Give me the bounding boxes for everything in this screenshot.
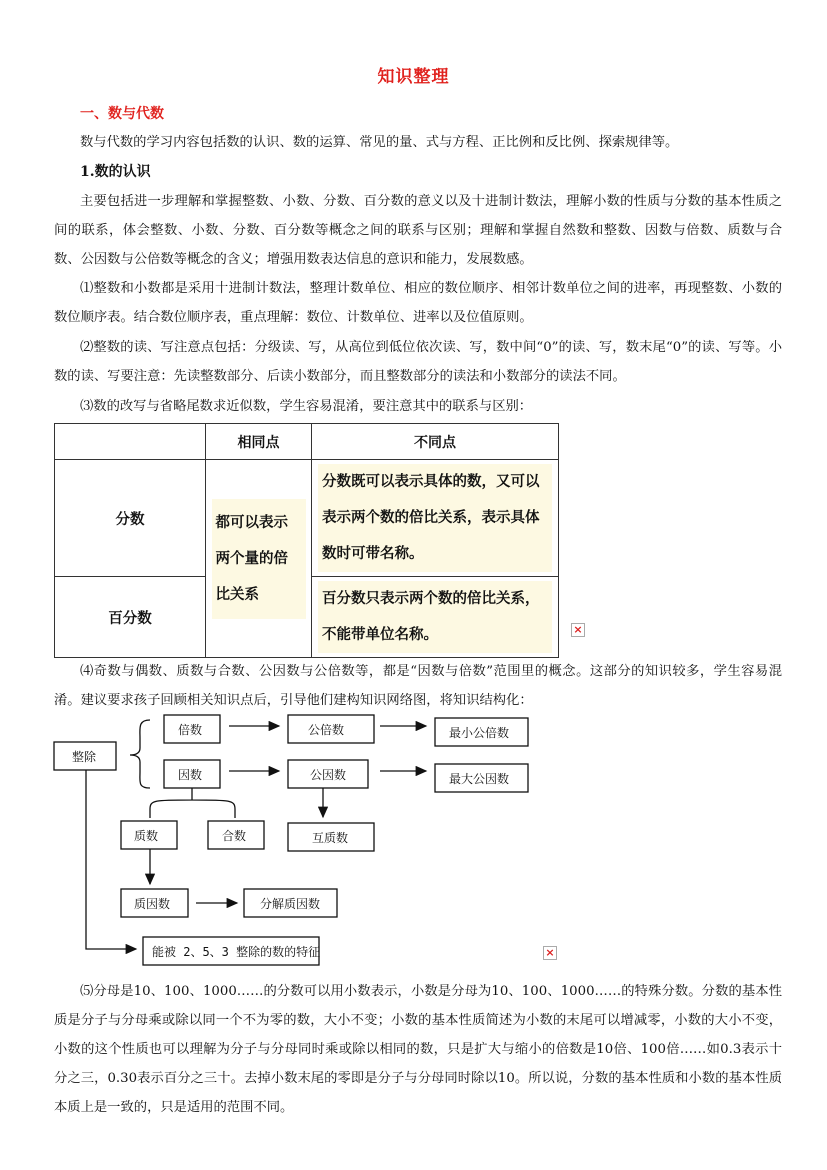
paragraph-number-concept: 主要包括进一步理解和掌握整数、小数、分数、百分数的意义以及十进制计数法，理解小数的性质与分数的基本性质之间的联系，体会整数、小数、分数、百分数等概念之间的联系与区别；理解和掌握自然数和整数、因数与倍数、质数与合数、公因数与公倍数等概念的含义；增强用数表达信息的意识和能力，发展数感。 [54,194,782,267]
node-root: 整除 [72,750,97,764]
table-header-row [55,424,559,460]
node-factor: 因数 [178,768,203,782]
table-row-label-percent: 百分数 [55,577,206,658]
intro-paragraph: 数与代数的学习内容包括数的认识、数的运算、常见的量、式与方程、正比例和反比例、探索规律等。 [80,135,679,150]
subsection-heading-number-concept: 1.数的认识 [80,164,151,180]
paragraph-point-5: ⑸分母是10、100、1000……的分数可以用小数表示，小数是分母为10、100、1000……的特殊分数。分数的基本性质是分子与分母乘或除以同一个不为零的数，大小不变；小数的基本性质简述为小数的末尾可以增减零，小数的大小不变，小数的这个性质也可以理解为分子与分母同时乘或除以相同的数，只是扩大与缩小的倍数是10倍、100倍……如0.3表示十分之三，0.30表示百分之三十。去掉小数末尾的零即是分子与分母同时除以10。所以说，分数的基本性质和小数的基本性质本质上是一致的，只是适用的范围不同。 [54,984,782,1115]
section-heading-number-algebra: 一、数与代数 [80,106,164,122]
node-multiple: 倍数 [178,723,203,737]
node-coprime: 互质数 [312,831,349,845]
table-header-same: 相同点 [206,424,312,460]
table-cell-diff-percent [312,577,559,658]
paragraph-point-1: ⑴整数和小数都是采用十进制计数法，整理计数单位、相应的数位顺序、相邻计数单位之间的进率，再现整数、小数的数位顺序表。结合数位顺序表，重点理解：数位、计数单位、进率以及位值原则。 [54,281,782,325]
table-header-diff: 不同点 [312,424,559,460]
table-corner-cell [55,424,206,460]
broken-image-icon: × [571,623,585,637]
table-cell-diff-fraction [312,460,559,577]
paragraph-point-2: ⑵整数的读、写注意点包括：分级读、写，从高位到低位依次读、写，数中间“0”的读、写，数末尾“0”的读、写等。小数的读、写要注意：先读整数部分、后读小数部分，而且整数部分的读法和小数部分的读法不同。 [54,340,782,384]
table-cell-same [206,460,312,658]
node-common-multiple: 公倍数 [308,723,345,737]
diff-percent-text: 百分数只表示两个数的倍比关系，不能带单位名称。 [318,581,552,653]
paragraph-point-4: ⑷奇数与偶数、质数与合数、公因数与公倍数等，都是“因数与倍数”范围里的概念。这部分的知识较多，学生容易混淆。建议要求孩子回顾相关知识点后，引导他们建构知识网络图，将知识结构化： [54,664,782,708]
node-factorize: 分解质因数 [260,897,321,911]
table-row [55,460,559,577]
node-prime: 质数 [134,829,159,843]
broken-image-icon: × [543,946,557,960]
table-row-label-fraction: 分数 [55,460,206,577]
node-common-factor: 公因数 [310,768,347,782]
knowledge-network-diagram [0,708,827,970]
page-title: 知识整理 [377,67,450,87]
arrow-root-to-divisibility [86,770,136,949]
same-point-text: 都可以表示两个量的倍比关系 [212,499,306,619]
paragraph-point-3: ⑶数的改写与省略尾数求近似数，学生容易混淆，要注意其中的联系与区别： [80,399,533,414]
node-divisibility: 能被 2、5、3 整除的数的特征 [152,945,321,959]
node-composite: 合数 [222,829,247,843]
fork-lines [150,788,235,818]
node-lcm: 最小公倍数 [449,726,510,740]
node-prime-factor: 质因数 [134,897,171,911]
node-gcf: 最大公因数 [449,772,510,786]
comparison-table [54,423,559,658]
diff-fraction-text: 分数既可以表示具体的数，又可以表示两个数的倍比关系，表示具体数时可带名称。 [318,464,552,572]
brace-shape [130,720,150,788]
